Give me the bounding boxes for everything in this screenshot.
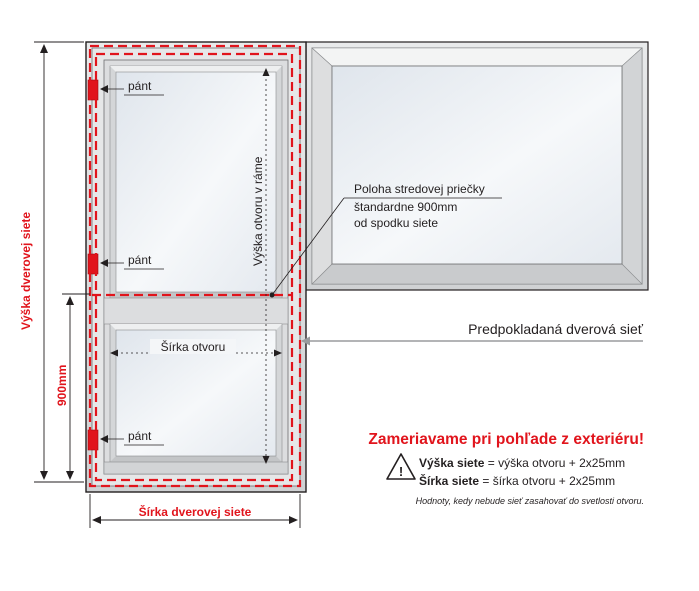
crossbar-note-line2: štandardne 900mm	[354, 200, 458, 214]
opening-width-label: Šírka otvoru	[160, 340, 226, 354]
crossbar-note-line3: od spodku siete	[354, 216, 439, 230]
screen-height-dimension	[34, 42, 84, 482]
hinge-bottom-label: pánt	[128, 429, 152, 443]
door-frame	[86, 42, 306, 492]
info-block	[368, 431, 644, 506]
formula-width: Šírka siete = šírka otvoru + 2x25mm	[419, 474, 616, 488]
crossbar-note-line1: Poloha stredovej priečky	[354, 182, 485, 196]
info-headline: Zameriavame pri pohľade z exteriéru!	[368, 431, 644, 448]
predicted-screen-label: Predpokladaná dverová sieť	[468, 321, 643, 337]
predicted-screen-callout	[302, 321, 644, 341]
warning-icon	[387, 454, 415, 479]
opening-height-label: Výška otvoru v ráme	[251, 156, 265, 266]
crossbar-height-label: 900mm	[55, 364, 69, 406]
screen-height-label: Výška dverovej siete	[19, 211, 33, 330]
svg-text:!: !	[398, 464, 404, 479]
hinge-top-label: pánt	[128, 79, 152, 93]
screen-width-label: Šírka dverovej siete	[138, 505, 252, 519]
formula-height: Výška siete = výška otvoru + 2x25mm	[419, 456, 626, 470]
info-footnote: Hodnoty, kedy nebude sieť zasahovať do svetlosti otvoru.	[415, 496, 644, 506]
hinge-middle-label: pánt	[128, 253, 152, 267]
fixed-window	[306, 42, 648, 290]
